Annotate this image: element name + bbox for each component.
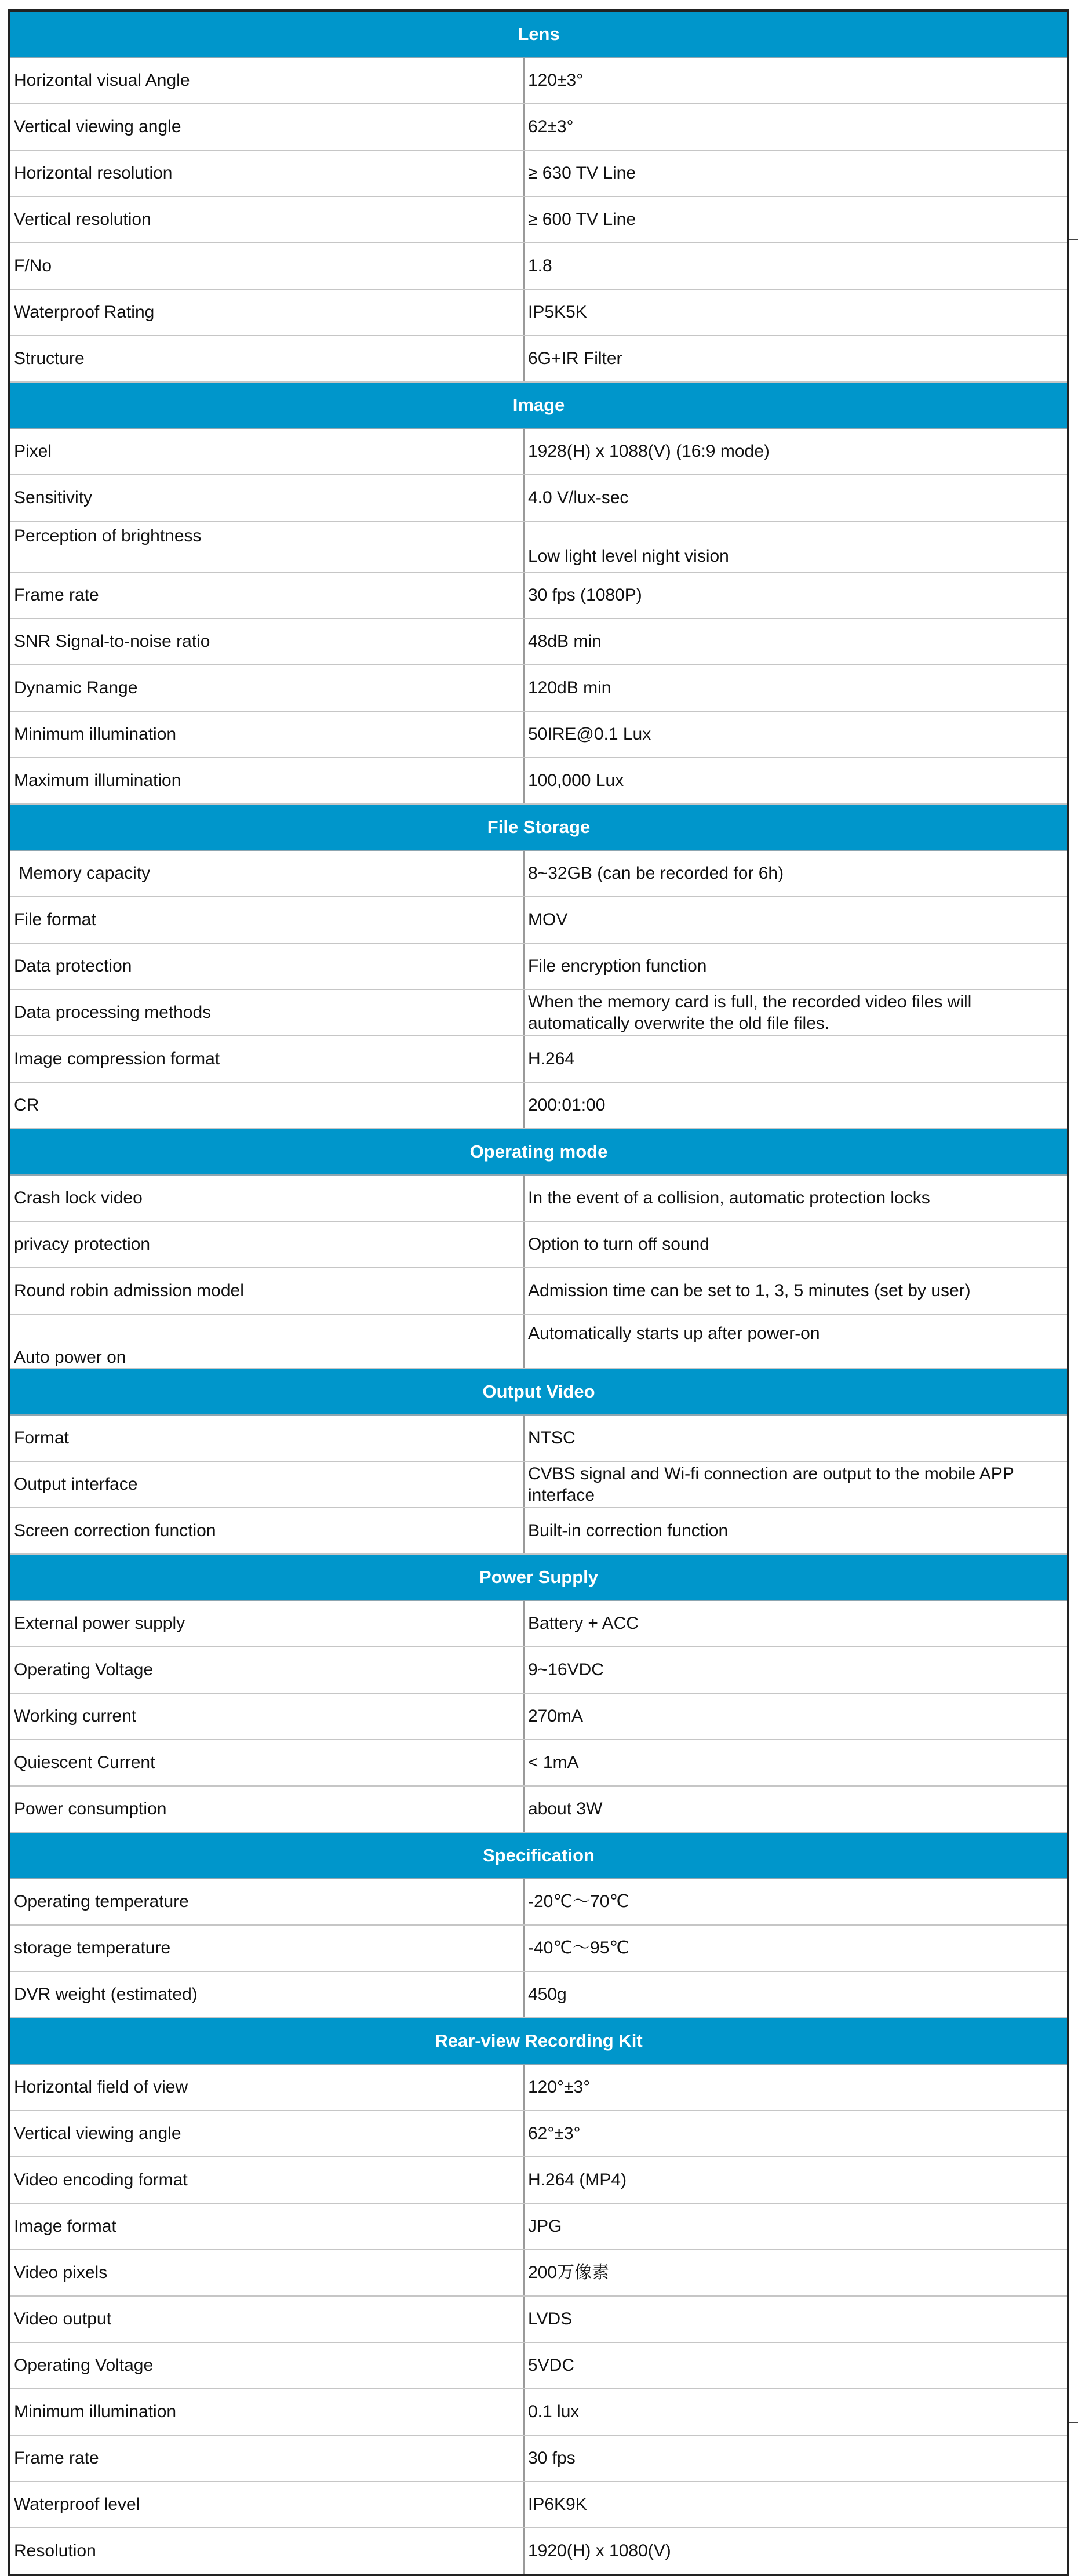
spec-row — [9, 1971, 1068, 2018]
spec-label: Power consumption — [9, 1786, 524, 1832]
spec-value: < 1mA — [524, 1740, 1068, 1786]
spec-label: Image format — [9, 2203, 524, 2250]
spec-label: Output interface — [9, 1461, 524, 1508]
spec-value: JPG — [524, 2203, 1068, 2250]
spec-label: Structure — [9, 336, 524, 382]
spec-row — [9, 336, 1068, 382]
spec-label: Resolution — [9, 2528, 524, 2575]
section-header — [9, 804, 1068, 850]
spec-label: External power supply — [9, 1600, 524, 1647]
spec-label: Waterproof Rating — [9, 289, 524, 336]
spec-label: Memory capacity — [9, 850, 524, 897]
section-header — [9, 10, 1068, 57]
spec-row — [9, 2342, 1068, 2389]
spec-label: Crash lock video — [9, 1175, 524, 1221]
spec-row — [9, 1740, 1068, 1786]
spec-label: Vertical viewing angle — [9, 104, 524, 150]
spec-row — [9, 1314, 1068, 1369]
spec-value: 1.8 — [524, 243, 1068, 289]
spec-row — [9, 475, 1068, 521]
spec-value: 4.0 V/lux-sec — [524, 475, 1068, 521]
spec-row — [9, 1221, 1068, 1268]
spec-value: File encryption function — [524, 943, 1068, 989]
spec-value: 62±3° — [524, 104, 1068, 150]
spec-row — [9, 289, 1068, 336]
spec-row — [9, 1082, 1068, 1129]
spec-label: Video pixels — [9, 2250, 524, 2296]
spec-row — [9, 850, 1068, 897]
spec-row — [9, 989, 1068, 1036]
spec-value: ≥ 630 TV Line — [524, 150, 1068, 197]
spec-value: 62°±3° — [524, 2111, 1068, 2157]
spec-row — [9, 2111, 1068, 2157]
spec-table-body — [9, 10, 1068, 2575]
spec-label: CR — [9, 1082, 524, 1129]
spec-label: SNR Signal-to-noise ratio — [9, 618, 524, 665]
spec-value: 120°±3° — [524, 2064, 1068, 2111]
spec-value: Low light level night vision — [524, 521, 1068, 572]
spec-row — [9, 572, 1068, 618]
spec-label: Quiescent Current — [9, 1740, 524, 1786]
spec-row — [9, 897, 1068, 943]
spec-label: Minimum illumination — [9, 2389, 524, 2435]
spec-row — [9, 2203, 1068, 2250]
section-title: Output Video — [9, 1369, 1068, 1415]
spec-value: CVBS signal and Wi-fi connection are output to the mobile APP interface — [524, 1461, 1068, 1508]
section-title: Specification — [9, 1832, 1068, 1879]
spec-value: In the event of a collision, automatic protection locks — [524, 1175, 1068, 1221]
spec-label: Image compression format — [9, 1036, 524, 1082]
spec-row — [9, 665, 1068, 711]
spec-value: 30 fps — [524, 2435, 1068, 2482]
spec-value: 9~16VDC — [524, 1647, 1068, 1693]
spec-value: LVDS — [524, 2296, 1068, 2342]
spec-value: Automatically starts up after power-on — [524, 1314, 1068, 1369]
spec-value: H.264 — [524, 1036, 1068, 1082]
spec-value: Admission time can be set to 1, 3, 5 minutes (set by user) — [524, 1268, 1068, 1314]
spec-row — [9, 1268, 1068, 1314]
spec-value: H.264 (MP4) — [524, 2157, 1068, 2203]
spec-value: 120dB min — [524, 665, 1068, 711]
spec-value: Battery + ACC — [524, 1600, 1068, 1647]
spec-value: -20℃～70℃ — [524, 1879, 1068, 1925]
spec-row — [9, 711, 1068, 758]
spec-value: 30 fps (1080P) — [524, 572, 1068, 618]
spec-row — [9, 243, 1068, 289]
spec-label: privacy protection — [9, 1221, 524, 1268]
spec-label: storage temperature — [9, 1925, 524, 1971]
spec-row — [9, 2482, 1068, 2528]
spec-row — [9, 2250, 1068, 2296]
spec-value: MOV — [524, 897, 1068, 943]
spec-table — [8, 9, 1069, 2576]
spec-value: 1920(H) x 1080(V) — [524, 2528, 1068, 2575]
section-header — [9, 1832, 1068, 1879]
spec-label: Horizontal visual Angle — [9, 57, 524, 104]
spec-value: 48dB min — [524, 618, 1068, 665]
spec-label: Horizontal resolution — [9, 150, 524, 197]
spec-label: F/No — [9, 243, 524, 289]
spec-value: 450g — [524, 1971, 1068, 2018]
spec-row — [9, 1786, 1068, 1832]
spec-row — [9, 1600, 1068, 1647]
section-header — [9, 1369, 1068, 1415]
spec-label: Operating temperature — [9, 1879, 524, 1925]
section-title: Lens — [9, 10, 1068, 57]
section-header — [9, 2018, 1068, 2064]
spec-label: Maximum illumination — [9, 758, 524, 804]
spec-value: When the memory card is full, the recorded video files will automatically overwrite the old file files. — [524, 989, 1068, 1036]
section-title: Operating mode — [9, 1129, 1068, 1175]
spec-label: Screen correction function — [9, 1508, 524, 1554]
section-header — [9, 382, 1068, 428]
spec-row — [9, 1508, 1068, 1554]
spec-value: Built-in correction function — [524, 1508, 1068, 1554]
spec-row — [9, 1647, 1068, 1693]
spec-row — [9, 150, 1068, 197]
spec-row — [9, 1879, 1068, 1925]
spec-label: Working current — [9, 1693, 524, 1740]
spec-value: 6G+IR Filter — [524, 336, 1068, 382]
spec-label: Pixel — [9, 428, 524, 475]
section-title: File Storage — [9, 804, 1068, 850]
spec-label: Waterproof level — [9, 2482, 524, 2528]
spec-label: Video encoding format — [9, 2157, 524, 2203]
spec-row — [9, 428, 1068, 475]
spec-value: 200:01:00 — [524, 1082, 1068, 1129]
spec-row — [9, 197, 1068, 243]
section-header — [9, 1554, 1068, 1600]
spec-value: IP6K9K — [524, 2482, 1068, 2528]
spec-label: Data processing methods — [9, 989, 524, 1036]
spec-value: 0.1 lux — [524, 2389, 1068, 2435]
spec-row — [9, 1693, 1068, 1740]
spec-value: NTSC — [524, 1415, 1068, 1461]
spec-row — [9, 758, 1068, 804]
edge-tick — [1069, 239, 1078, 240]
spec-label: Frame rate — [9, 2435, 524, 2482]
spec-label: Data protection — [9, 943, 524, 989]
spec-value: IP5K5K — [524, 289, 1068, 336]
spec-row — [9, 1415, 1068, 1461]
spec-row — [9, 2064, 1068, 2111]
section-title: Power Supply — [9, 1554, 1068, 1600]
spec-value: 1928(H) x 1088(V) (16:9 mode) — [524, 428, 1068, 475]
spec-row — [9, 2296, 1068, 2342]
spec-row — [9, 2157, 1068, 2203]
spec-value: ≥ 600 TV Line — [524, 197, 1068, 243]
spec-row — [9, 1461, 1068, 1508]
spec-label: Operating Voltage — [9, 1647, 524, 1693]
spec-row — [9, 943, 1068, 989]
spec-label: Auto power on — [9, 1314, 524, 1369]
spec-row — [9, 1175, 1068, 1221]
spec-label: Format — [9, 1415, 524, 1461]
spec-row — [9, 2389, 1068, 2435]
spec-row — [9, 1925, 1068, 1971]
spec-label: Horizontal field of view — [9, 2064, 524, 2111]
section-title: Rear-view Recording Kit — [9, 2018, 1068, 2064]
spec-value: -40℃～95℃ — [524, 1925, 1068, 1971]
spec-value: about 3W — [524, 1786, 1068, 1832]
spec-label: Vertical viewing angle — [9, 2111, 524, 2157]
spec-label: Frame rate — [9, 572, 524, 618]
spec-row — [9, 521, 1068, 572]
spec-value: 270mA — [524, 1693, 1068, 1740]
spec-value: 5VDC — [524, 2342, 1068, 2389]
spec-value: 120±3° — [524, 57, 1068, 104]
spec-label: Operating Voltage — [9, 2342, 524, 2389]
spec-value: 100,000 Lux — [524, 758, 1068, 804]
spec-label: Dynamic Range — [9, 665, 524, 711]
spec-value: 8~32GB (can be recorded for 6h) — [524, 850, 1068, 897]
spec-label: Video output — [9, 2296, 524, 2342]
spec-label: Round robin admission model — [9, 1268, 524, 1314]
section-header — [9, 1129, 1068, 1175]
spec-value: 200万像素 — [524, 2250, 1068, 2296]
spec-label: Minimum illumination — [9, 711, 524, 758]
spec-row — [9, 618, 1068, 665]
spec-row — [9, 2528, 1068, 2575]
spec-label: Perception of brightness — [9, 521, 524, 572]
spec-row — [9, 104, 1068, 150]
spec-label: File format — [9, 897, 524, 943]
spec-row — [9, 57, 1068, 104]
section-title: Image — [9, 382, 1068, 428]
spec-row — [9, 2435, 1068, 2482]
spec-label: Sensitivity — [9, 475, 524, 521]
spec-label: DVR weight (estimated) — [9, 1971, 524, 2018]
spec-value: 50IRE@0.1 Lux — [524, 711, 1068, 758]
spec-value: Option to turn off sound — [524, 1221, 1068, 1268]
spec-label: Vertical resolution — [9, 197, 524, 243]
spec-row — [9, 1036, 1068, 1082]
edge-tick — [1069, 2422, 1078, 2423]
